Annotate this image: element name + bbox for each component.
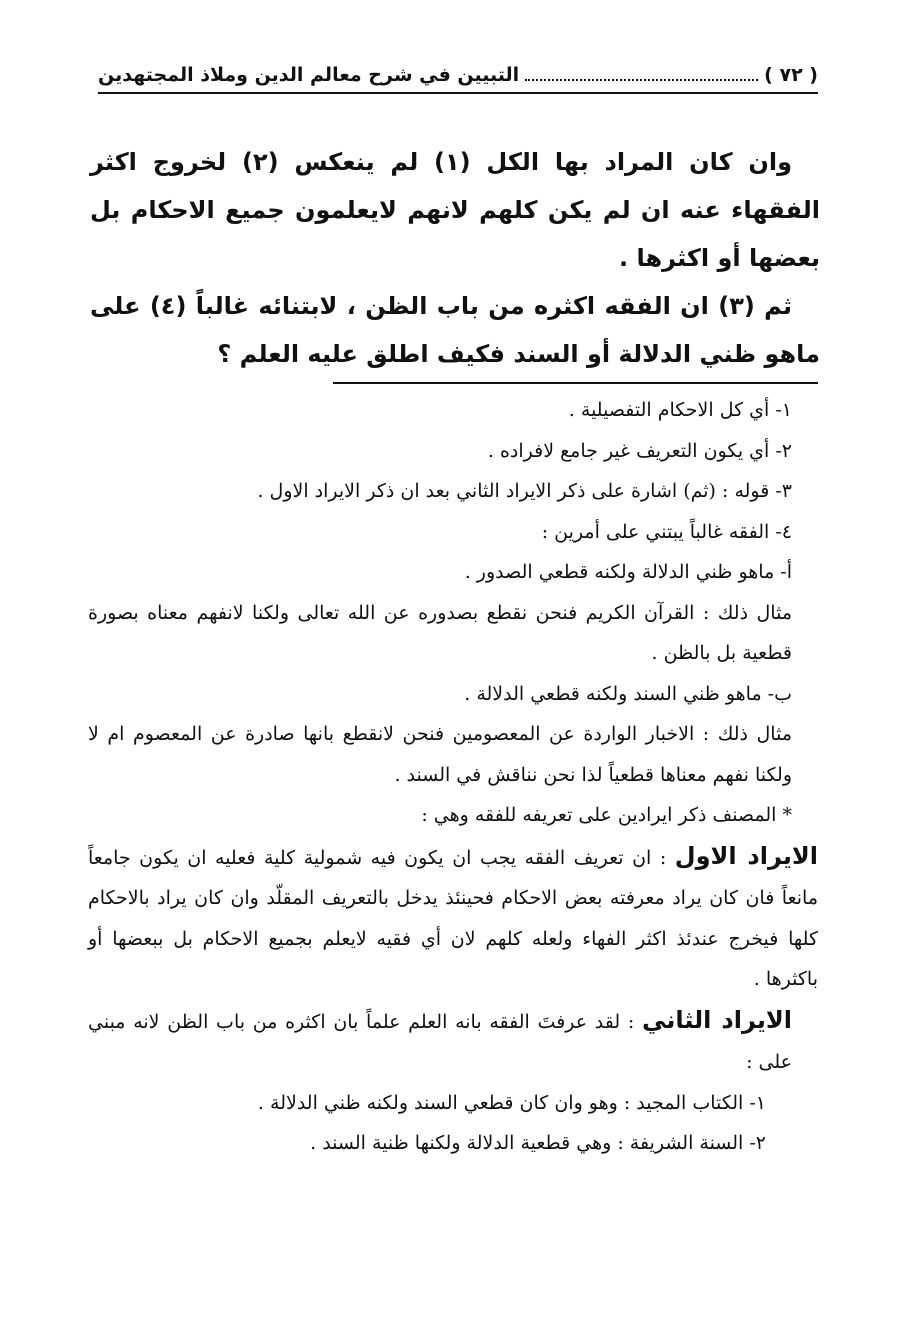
footnote-3: ٣- قوله : (ثم) اشارة على ذكر الايراد الثاني بعد ان ذكر الايراد الاول .: [257, 480, 792, 502]
first-objection-label: الايراد الاول: [674, 841, 818, 870]
main-paragraph-2: ثم (٣) ان الفقه اكثره من باب الظن ، لابتنائه غالباً (٤) على ماهو ظني الدلالة أو السند فكيف اطلق عليه العلم ؟: [90, 292, 820, 368]
footnote-4-item-b: ب- ماهو ظني السند ولكنه قطعي الدلالة .: [464, 682, 792, 705]
page-number: ( ٧٢ ): [764, 64, 818, 86]
page-header: [98, 58, 818, 94]
first-objection: [88, 836, 818, 1000]
source-item-2: ٢- السنة الشريفة : وهي قطعية الدلالة ولكنها ظنية السند .: [310, 1132, 766, 1154]
footnote-1: ١- أي كل الاحكام التفصيلية .: [568, 399, 792, 421]
source-item-1: ١- الكتاب المجيد : وهو وان كان قطعي السند ولكنه ظني الدلالة .: [257, 1091, 766, 1114]
second-objection: [88, 1000, 818, 1083]
footnote-2: ٢- أي يكون التعريف غير جامع لافراده .: [487, 439, 792, 462]
example-2: مثال ذلك : الاخبار الواردة عن المعصومين فنحن لانقطع بانها صادرة عن المعصوم ام لا ولكنا نفهم معناها قطعياً لذا نحن نناقش في السند .: [88, 723, 792, 786]
footnote-separator: [333, 382, 818, 384]
running-title: التبيين في شرح معالم الدين وملاذ المجتهدين: [98, 64, 520, 86]
header-dot-leader: [525, 79, 758, 81]
footnotes: [88, 390, 818, 1164]
second-objection-text: : لقد عرفتَ الفقه بانه العلم علماً بان اكثره من باب الظن لانه مبني على :: [88, 1010, 792, 1073]
footnote-4: ٤- الفقه غالباً يبتني على أمرين :: [541, 520, 792, 543]
main-paragraph-1: وان كان المراد بها الكل (١) لم ينعكس (٢) لخروج اكثر الفقهاء عنه ان لم يكن كلهم لانهم لايعلمون جميع الاحكام بل بعضها أو اكثرها .: [90, 148, 820, 272]
example-1: مثال ذلك : القرآن الكريم فنحن نقطع بصدوره عن الله تعالى ولكنا لانفهم معناه بصورة قطعية بل بالظن .: [88, 601, 792, 664]
first-objection-text: : ان تعريف الفقه يجب ان يكون فيه شمولية كلية فعليه ان يكون جامعاً مانعاً فان كان يراد معرفته بعض الاحكام فحينئذ يدخل بالتعريف المقلّد وان كان يراد بالاحكام كلها فيخرج عندئذ اكثر الفهاء ولعله كلهم لان أي فقيه لايعلم بجميع الاحكام بل ببعضها أو باكثرها .: [88, 846, 818, 990]
main-text: [90, 138, 820, 378]
footnote-4-item-a: أ- ماهو ظني الدلالة ولكنه قطعي الصدور .: [464, 561, 792, 583]
second-objection-label: الايراد الثاني: [642, 1005, 792, 1034]
star-note: * المصنف ذكر ايرادين على تعريفه للفقه وهي :: [421, 804, 792, 826]
